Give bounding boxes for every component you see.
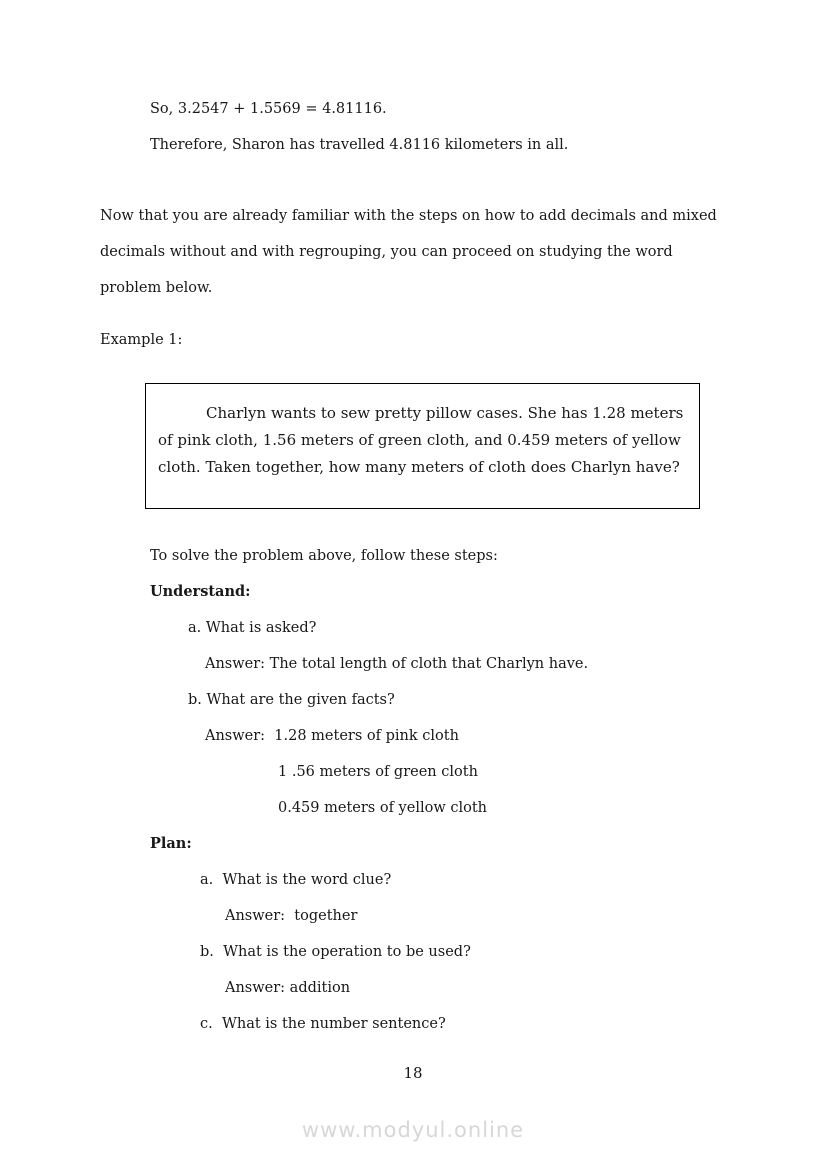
example-label: Example 1: bbox=[100, 332, 183, 348]
steps-intro: To solve the problem above, follow these steps: bbox=[150, 548, 498, 564]
understand-heading: Understand: bbox=[150, 583, 251, 600]
solution-line-equation: So, 3.2547 + 1.5569 = 4.81116. bbox=[150, 101, 387, 117]
solution-statement bbox=[150, 91, 568, 163]
understand-item-b-answer-3: 0.459 meters of yellow cloth bbox=[278, 800, 487, 816]
understand-item-b-answer-2: 1 .56 meters of green cloth bbox=[278, 764, 478, 780]
plan-heading: Plan: bbox=[150, 835, 192, 852]
word-problem-box bbox=[145, 383, 700, 509]
understand-item-b-answer-1: Answer: 1.28 meters of pink cloth bbox=[205, 728, 459, 744]
problem-line: Charlyn wants to sew pretty pillow cases. She has 1.28 meters bbox=[206, 404, 684, 422]
plan-item-c-question: c. What is the number sentence? bbox=[200, 1016, 446, 1032]
problem-line: cloth. Taken together, how many meters of cloth does Charlyn have? bbox=[158, 458, 680, 476]
page-number: 18 bbox=[403, 1064, 423, 1082]
understand-item-b-question: b. What are the given facts? bbox=[188, 692, 395, 708]
intro-line: Now that you are already familiar with the steps on how to add decimals and mixed bbox=[100, 208, 717, 224]
intro-paragraph bbox=[100, 198, 717, 306]
plan-item-a-answer: Answer: together bbox=[225, 908, 358, 924]
intro-line: decimals without and with regrouping, you can proceed on studying the word bbox=[100, 244, 673, 260]
plan-item-b-question: b. What is the operation to be used? bbox=[200, 944, 471, 960]
understand-item-a-answer: Answer: The total length of cloth that Charlyn have. bbox=[205, 656, 589, 672]
plan-item-a-question: a. What is the word clue? bbox=[200, 872, 392, 888]
solution-steps-section bbox=[150, 538, 588, 1042]
intro-line: problem below. bbox=[100, 280, 213, 296]
problem-line: of pink cloth, 1.56 meters of green cloth, and 0.459 meters of yellow bbox=[158, 431, 681, 449]
understand-item-a-question: a. What is asked? bbox=[188, 620, 317, 636]
solution-line-conclusion: Therefore, Sharon has travelled 4.8116 kilometers in all. bbox=[150, 137, 569, 153]
watermark: www.modyul.online bbox=[301, 1118, 525, 1142]
plan-item-b-answer: Answer: addition bbox=[225, 980, 351, 996]
